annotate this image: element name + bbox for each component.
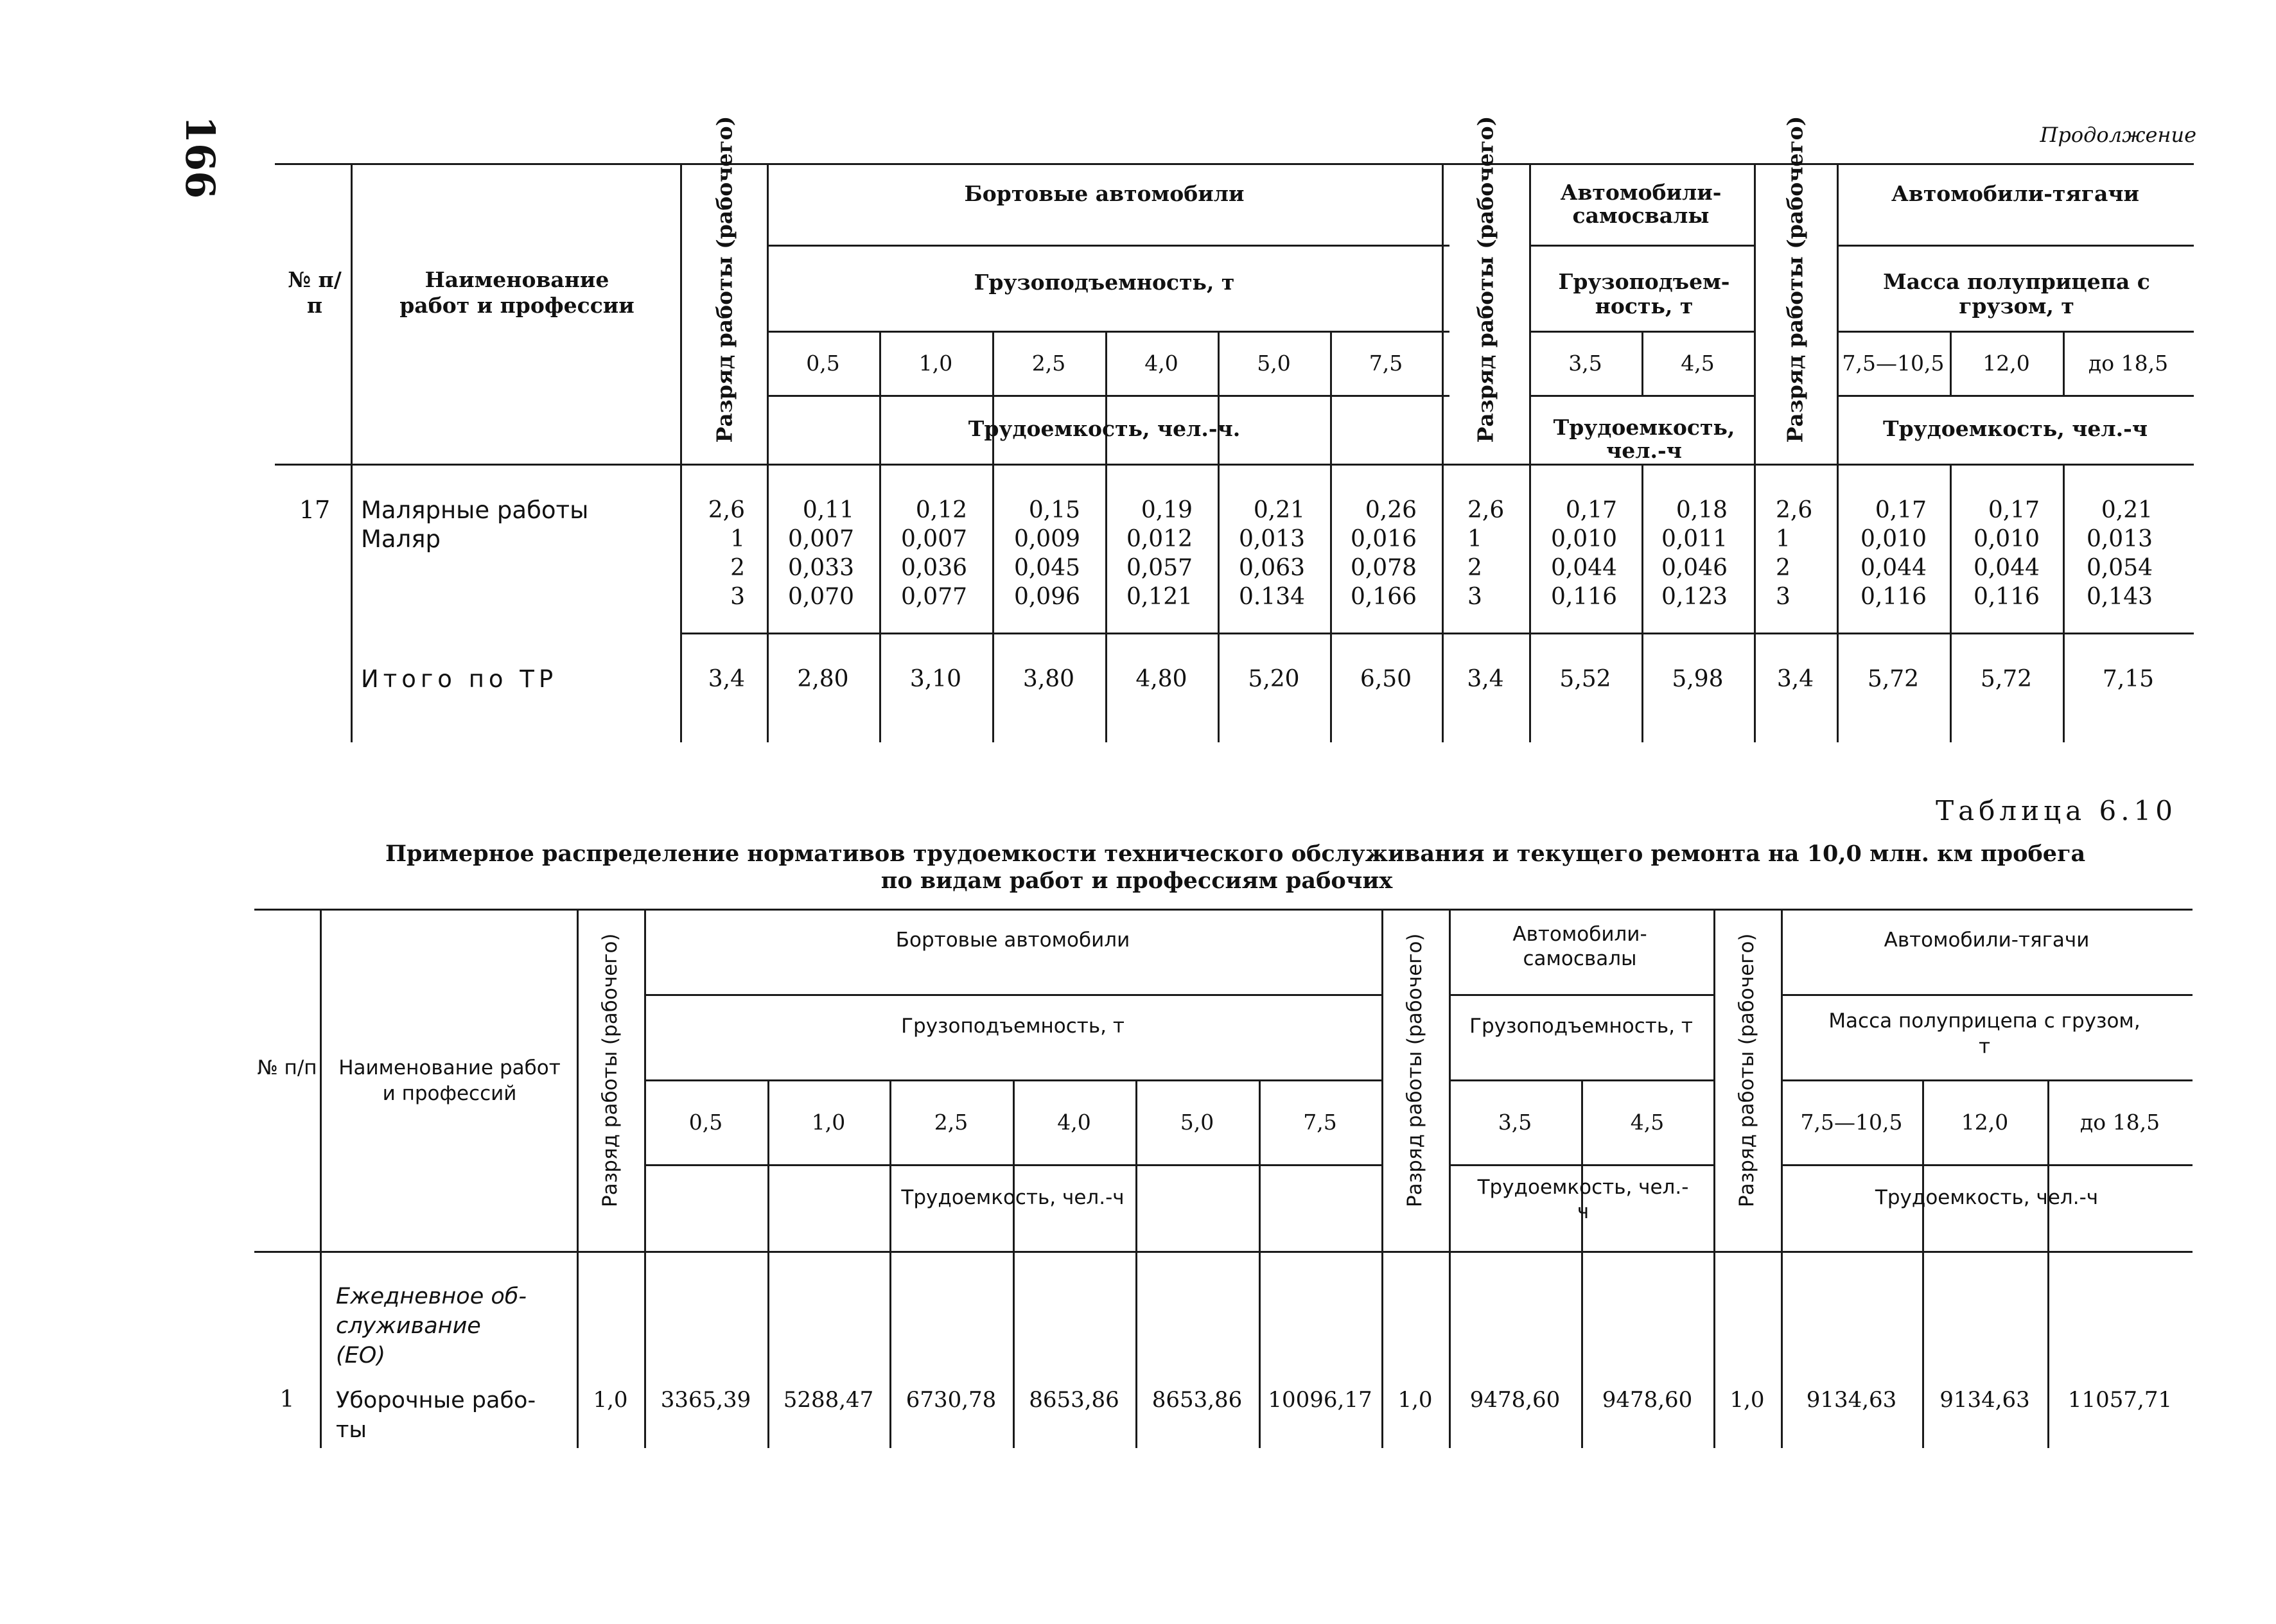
bottom-cap-5: 7,5 xyxy=(1303,1110,1337,1135)
top-labor-header: Трудоемкость, чел.-ч. xyxy=(968,416,1241,441)
row17-tractor-0: 0,17 0,010 0,044 0,116 xyxy=(1860,497,1927,610)
bottom-flatbed-header: Бортовые автомобили xyxy=(895,929,1130,952)
table-title-line-1: Примерное распределение нормативов трудоемкости технического обслуживания и текущего ремонта на 10,0 млн. км пробега xyxy=(385,841,2086,867)
bottom-labor-header: Трудоемкость, чел.-ч xyxy=(901,1186,1125,1209)
bottom-cap-dump-1: 4,5 xyxy=(1630,1110,1665,1135)
bottom-tractor-labor-header: Трудоемкость, чел.-ч xyxy=(1875,1186,2099,1209)
bottom-cap-2: 2,5 xyxy=(934,1110,968,1135)
bottom-capacity-header: Грузоподъемность, т xyxy=(901,1015,1125,1038)
top-cap-dump-1: 4,5 xyxy=(1681,351,1715,376)
bottom-name-header: Наименование работ и профессий xyxy=(338,1056,561,1105)
total-flatbed-4: 5,20 xyxy=(1248,666,1300,692)
top-grade-header-1: Разряд работы (рабочего) xyxy=(712,116,737,443)
top-cap-tractor-1: 12,0 xyxy=(1983,351,2030,376)
page-number: 166 xyxy=(177,116,223,199)
row17-tractor-1: 0,17 0,010 0,044 0,116 xyxy=(1973,497,2040,610)
top-dump-capacity-header: Грузоподъем-ность, т xyxy=(1558,269,1730,319)
bottom-semitrailer-header: Масса полуприцепа с грузом, т xyxy=(1828,1009,2140,1058)
bottom-cap-3: 4,0 xyxy=(1057,1110,1091,1135)
top-flatbed-header: Бортовые автомобили xyxy=(964,181,1245,206)
bottom-cap-1: 1,0 xyxy=(811,1110,846,1135)
top-cap-tractor-0: 7,5—10,5 xyxy=(1842,351,1945,376)
top-capacity-header: Грузоподъемность, т xyxy=(974,270,1235,295)
top-dump-header: Автомобили-самосвалы xyxy=(1560,180,1722,228)
bottom-cap-4: 5,0 xyxy=(1180,1110,1214,1135)
bottom-num-header: № п/п xyxy=(257,1056,317,1079)
row17-flatbed-5: 0,26 0,016 0,078 0,166 xyxy=(1350,497,1417,610)
section-eo: Ежедневное об- служивание (ЕО) xyxy=(336,1284,527,1368)
bottom-cap-dump-0: 3,5 xyxy=(1498,1110,1532,1135)
bottom-cap-tractor-0: 7,5—10,5 xyxy=(1800,1110,1903,1135)
row1-flatbed-3: 8653,86 xyxy=(1029,1387,1119,1413)
total-grade1: 3,4 xyxy=(708,666,745,692)
total-flatbed-1: 3,10 xyxy=(909,666,962,692)
row1-name: Уборочные рабо- ты xyxy=(336,1388,536,1443)
top-cap-5: 7,5 xyxy=(1369,351,1403,376)
table-title-line-2: по видам работ и профессиям рабочих xyxy=(880,868,1393,894)
total-dump-0: 5,52 xyxy=(1559,666,1611,692)
total-dump-1: 5,98 xyxy=(1672,666,1724,692)
row17-flatbed-4: 0,21 0,013 0,063 0.134 xyxy=(1238,497,1305,610)
row17-grade1: 2,6 1 2 3 xyxy=(708,497,745,610)
total-grade3: 3,4 xyxy=(1776,666,1814,692)
row1-num: 1 xyxy=(279,1386,295,1413)
top-cap-tractor-2: до 18,5 xyxy=(2088,351,2169,376)
total-flatbed-3: 4,80 xyxy=(1135,666,1187,692)
row17-flatbed-1: 0,12 0,007 0,036 0,077 xyxy=(900,497,967,610)
total-grade2: 3,4 xyxy=(1467,666,1504,692)
top-cap-dump-0: 3,5 xyxy=(1568,351,1602,376)
row1-tractor-2: 11057,71 xyxy=(2067,1387,2173,1413)
bottom-grade-header-2: Разряд работы (рабочего) xyxy=(1403,933,1426,1207)
bottom-grade-header-1: Разряд работы (рабочего) xyxy=(599,933,622,1207)
top-cap-0: 0,5 xyxy=(806,351,840,376)
top-cap-2: 2,5 xyxy=(1031,351,1066,376)
bottom-dump-header: Автомобили-самосвалы xyxy=(1512,923,1647,970)
row17-grade2: 2,6 1 2 3 xyxy=(1467,497,1505,610)
row1-tractor-1: 9134,63 xyxy=(1939,1387,2030,1413)
total-tractor-1: 5,72 xyxy=(1980,666,2033,692)
row1-dump-0: 9478,60 xyxy=(1469,1387,1561,1413)
row1-grade2: 1,0 xyxy=(1397,1387,1433,1413)
row1-grade3: 1,0 xyxy=(1729,1387,1765,1413)
top-grade-header-2: Разряд работы (рабочего) xyxy=(1473,116,1498,443)
row17-tractor-2: 0,21 0,013 0,054 0,143 xyxy=(2086,497,2153,610)
row17-num: 17 xyxy=(299,496,331,524)
total-flatbed-0: 2,80 xyxy=(797,666,849,692)
table-caption: Таблица 6.10 xyxy=(1936,795,2177,826)
total-tractor-0: 5,72 xyxy=(1867,666,1920,692)
row1-tractor-0: 9134,63 xyxy=(1806,1387,1897,1413)
top-semitrailer-header: Масса полуприцепа с грузом, т xyxy=(1883,269,2150,319)
row17-flatbed-3: 0,19 0,012 0,057 0,121 xyxy=(1126,497,1193,610)
bottom-dump-labor-header: Трудоемкость, чел.-ч xyxy=(1477,1176,1689,1223)
row1-grade1: 1,0 xyxy=(593,1387,628,1413)
row1-flatbed-5: 10096,17 xyxy=(1268,1387,1372,1413)
total-flatbed-5: 6,50 xyxy=(1360,666,1412,692)
top-tractor-labor-header: Трудоемкость, чел.-ч xyxy=(1883,416,2148,441)
bottom-tractor-header: Автомобили-тягачи xyxy=(1884,929,2090,952)
top-name-header: Наименование работ и профессии xyxy=(399,267,635,318)
bottom-dump-capacity-header: Грузоподъемность, т xyxy=(1469,1015,1693,1038)
row1-dump-1: 9478,60 xyxy=(1602,1387,1693,1413)
row17-flatbed-0: 0,11 0,007 0,033 0,070 xyxy=(787,497,854,610)
top-num-header: № п/п xyxy=(288,267,342,318)
row1-flatbed-0: 3365,39 xyxy=(660,1387,751,1413)
top-cap-1: 1,0 xyxy=(918,351,953,376)
row1-flatbed-1: 5288,47 xyxy=(783,1387,874,1413)
bottom-grade-header-3: Разряд работы (рабочего) xyxy=(1735,933,1758,1207)
bottom-cap-0: 0,5 xyxy=(688,1110,723,1135)
bottom-cap-tractor-1: 12,0 xyxy=(1961,1110,2009,1135)
bottom-cap-tractor-2: до 18,5 xyxy=(2079,1110,2160,1135)
total-flatbed-2: 3,80 xyxy=(1022,666,1075,692)
row17-flatbed-2: 0,15 0,009 0,045 0,096 xyxy=(1013,497,1080,610)
row17-dump-0: 0,17 0,010 0,044 0,116 xyxy=(1550,497,1617,610)
top-cap-3: 4,0 xyxy=(1144,351,1178,376)
top-tractor-header: Автомобили-тягачи xyxy=(1891,181,2139,206)
top-cap-4: 5,0 xyxy=(1257,351,1291,376)
total-name: Итого по ТР xyxy=(361,665,558,693)
top-dump-labor-header: Трудоемкость, чел.-ч xyxy=(1553,415,1735,463)
row1-flatbed-4: 8653,86 xyxy=(1151,1387,1243,1413)
continuation-label: Продолжение xyxy=(2040,123,2196,147)
row17-grade3: 2,6 1 2 3 xyxy=(1776,497,1813,610)
top-grade-header-3: Разряд работы (рабочего) xyxy=(1782,116,1808,443)
row17-name: Малярные работы Маляр xyxy=(361,496,589,553)
row1-flatbed-2: 6730,78 xyxy=(906,1387,997,1413)
row17-dump-1: 0,18 0,011 0,046 0,123 xyxy=(1661,497,1728,610)
total-tractor-2: 7,15 xyxy=(2102,666,2155,692)
